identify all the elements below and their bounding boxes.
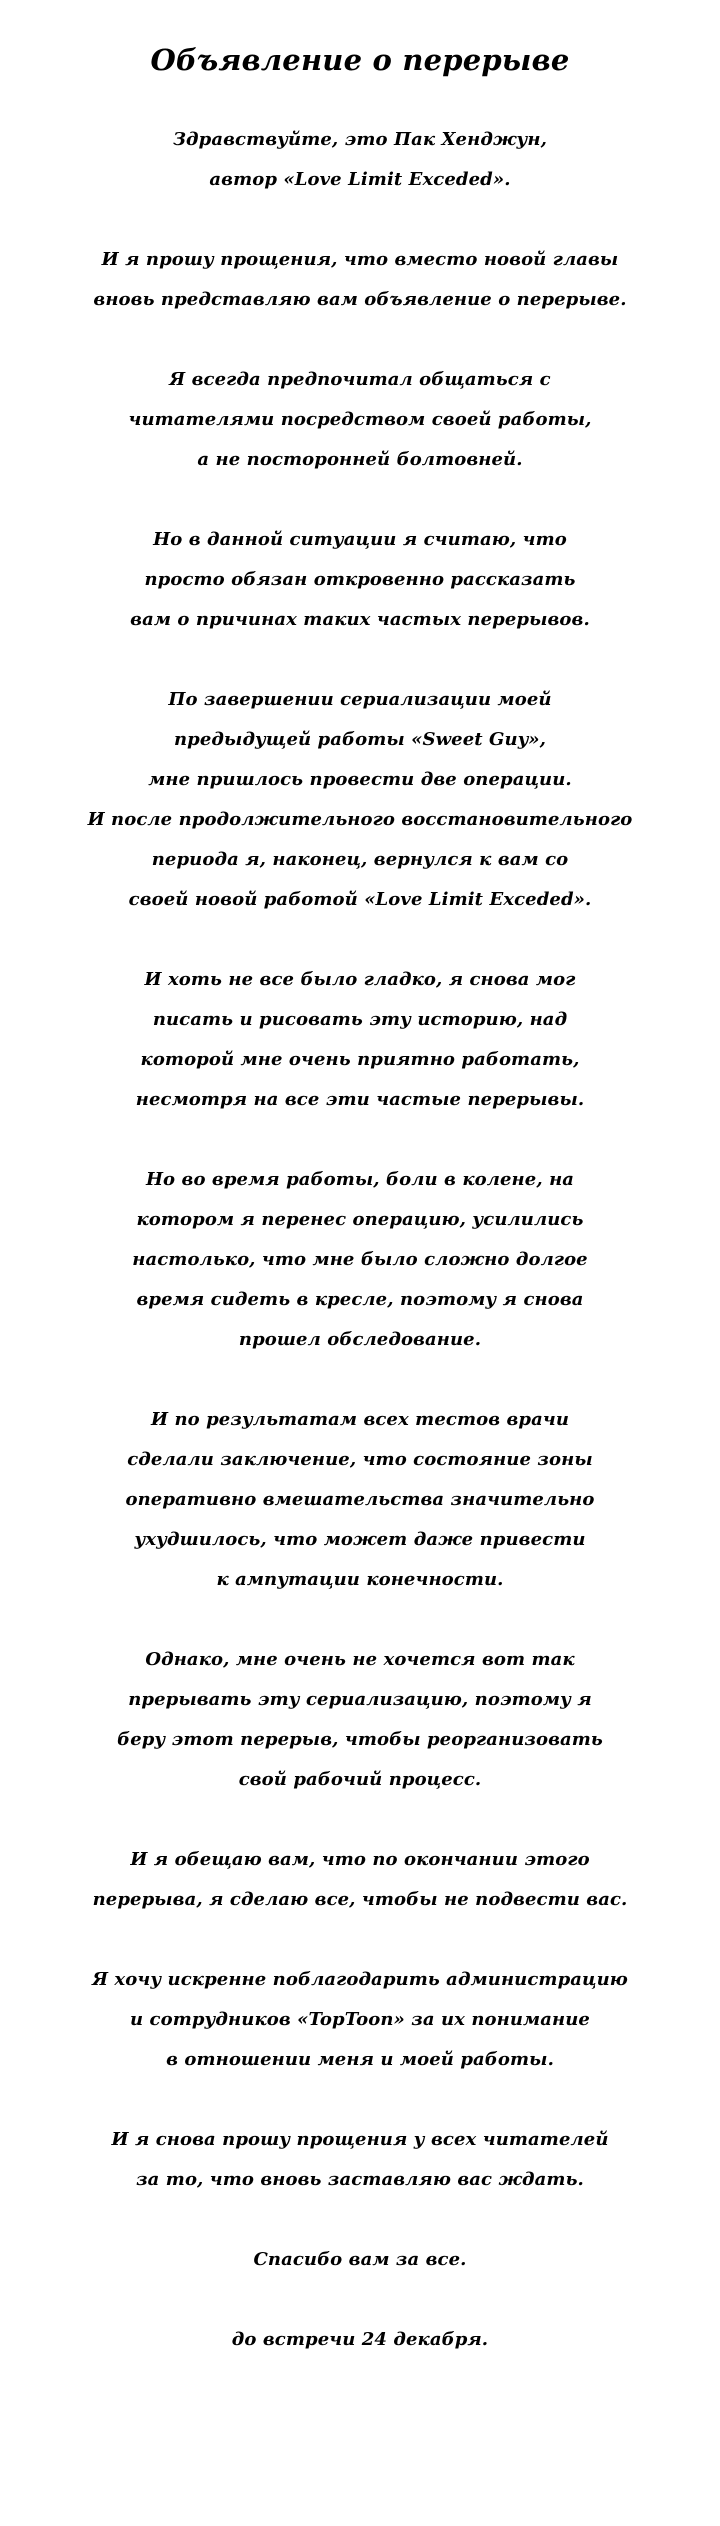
notice-paragraph	[0, 1960, 720, 2080]
notice-paragraph	[0, 680, 720, 920]
notice-paragraph	[0, 2240, 720, 2280]
notice-paragraph	[0, 960, 720, 1120]
paragraph-line: Однако, мне очень не хочется вот так	[145, 1649, 575, 1670]
notice-paragraph	[0, 120, 720, 200]
paragraph-line: сделали заключение, что состояние зоны	[127, 1449, 593, 1470]
paragraph-line: И я обещаю вам, что по окончании этого	[130, 1849, 590, 1870]
notice-paragraph	[0, 360, 720, 480]
paragraph-line: ухудшилось, что может даже привести	[134, 1529, 586, 1550]
notice-paragraph	[0, 520, 720, 640]
paragraph-line: Спасибо вам за все.	[253, 2249, 467, 2270]
paragraph-line: предыдущей работы «Sweet Guy»,	[173, 729, 546, 750]
paragraph-line: своей новой работой «Love Limit Exceded».	[128, 889, 592, 910]
paragraph-line: время сидеть в кресле, поэтому я снова	[136, 1289, 584, 1310]
paragraph-line: Я хочу искренне поблагодарить администрацию	[92, 1969, 628, 1990]
notice-paragraph	[0, 2120, 720, 2200]
paragraph-line: читателями посредством своей работы,	[128, 409, 592, 430]
notice-paragraph	[0, 1400, 720, 1600]
paragraph-line: прерывать эту сериализацию, поэтому я	[128, 1689, 592, 1710]
paragraph-line: в отношении меня и моей работы.	[166, 2049, 554, 2070]
paragraph-line: несмотря на все эти частые перерывы.	[135, 1089, 585, 1110]
paragraph-line: которой мне очень приятно работать,	[140, 1049, 580, 1070]
paragraph-line: вам о причинах таких частых перерывов.	[130, 609, 590, 630]
notice-title: Объявление о перерыве	[150, 43, 570, 77]
paragraph-line: и сотрудников «TopToon» за их понимание	[130, 2009, 590, 2030]
notice-paragraph	[0, 1640, 720, 1800]
notice-paragraph	[0, 1840, 720, 1920]
paragraph-line: И я снова прошу прощения у всех читателей	[111, 2129, 609, 2150]
paragraph-line: а не посторонней болтовней.	[197, 449, 523, 470]
paragraph-line: к ампутации конечности.	[216, 1569, 504, 1590]
paragraph-line: беру этот перерыв, чтобы реорганизовать	[117, 1729, 603, 1750]
paragraph-line: вновь представляю вам объявление о перерыве.	[93, 289, 627, 310]
paragraph-line: И по результатам всех тестов врачи	[150, 1409, 570, 1430]
paragraph-line: По завершении сериализации моей	[168, 689, 552, 710]
paragraph-line: И после продолжительного восстановительного	[87, 809, 633, 830]
paragraph-line: прошел обследование.	[238, 1329, 482, 1350]
paragraph-line: оперативно вмешательства значительно	[125, 1489, 595, 1510]
paragraph-line: мне пришлось провести две операции.	[148, 769, 572, 790]
paragraph-line: Здравствуйте, это Пак Хенджун,	[172, 129, 548, 150]
paragraph-line: Я всегда предпочитал общаться с	[169, 369, 551, 390]
paragraph-line: котором я перенес операцию, усилились	[136, 1209, 584, 1230]
paragraph-line: свой рабочий процесс.	[238, 1769, 482, 1790]
paragraph-line: за то, что вновь заставляю вас ждать.	[136, 2169, 584, 2190]
paragraph-line: до встречи 24 декабря.	[231, 2329, 489, 2350]
paragraph-line: перерыва, я сделаю все, чтобы не подвести вас.	[92, 1889, 628, 1910]
paragraph-line: И хоть не все было гладко, я снова мог	[144, 969, 576, 990]
paragraph-line: писать и рисовать эту историю, над	[152, 1009, 568, 1030]
paragraph-line: Но во время работы, боли в колене, на	[145, 1169, 575, 1190]
notice-paragraph	[0, 2320, 720, 2360]
paragraph-line: автор «Love Limit Exceded».	[209, 169, 511, 190]
paragraph-line: настолько, что мне было сложно долгое	[132, 1249, 588, 1270]
paragraph-line: Но в данной ситуации я считаю, что	[153, 529, 567, 550]
paragraph-line: И я прошу прощения, что вместо новой главы	[101, 249, 619, 270]
paragraph-line: просто обязан откровенно рассказать	[144, 569, 576, 590]
paragraph-line: периода я, наконец, вернулся к вам со	[151, 849, 569, 870]
notice-paragraph	[0, 1160, 720, 1360]
notice-paragraph	[0, 240, 720, 320]
